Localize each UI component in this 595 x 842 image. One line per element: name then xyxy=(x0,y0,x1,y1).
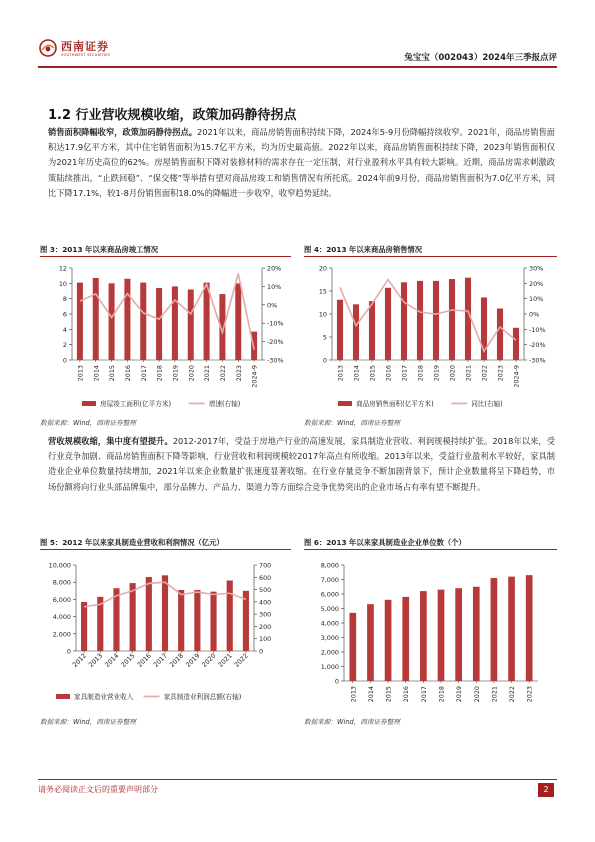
y2-tick-label: 20% xyxy=(267,264,282,273)
x-tick-label: 2023 xyxy=(525,686,534,703)
y-tick-label: 5,000 xyxy=(320,605,339,613)
x-tick-label: 2012 xyxy=(70,651,89,669)
chart-sales-area xyxy=(304,260,557,412)
y-tick-label: 6,000 xyxy=(52,595,71,604)
paragraph-industry-revenue xyxy=(48,434,555,495)
y-tick-label: 6,000 xyxy=(320,590,339,599)
bar xyxy=(130,583,136,651)
x-tick-label: 2014 xyxy=(103,651,121,669)
x-tick-label: 2015 xyxy=(368,365,377,382)
x-tick-label: 2015 xyxy=(108,365,117,382)
figure-3-source: 数据来源：Wind，西南证券整理 xyxy=(40,419,136,427)
bar xyxy=(367,604,374,681)
x-tick-label: 2013 xyxy=(336,365,345,382)
bar xyxy=(140,283,146,360)
footer-divider xyxy=(38,779,557,780)
y2-tick-label: -20% xyxy=(267,338,284,347)
bar xyxy=(194,590,200,651)
x-tick-label: 2020 xyxy=(187,365,196,382)
x-tick-label: 2016 xyxy=(402,686,411,703)
y2-tick-label: -30% xyxy=(267,356,284,365)
y2-tick-label: 0 xyxy=(259,647,264,656)
section-title: 1.2 行业营收规模收缩，政策加码静待拐点 xyxy=(48,108,297,123)
x-tick-label: 2018 xyxy=(437,686,446,703)
y-tick-label: 20 xyxy=(318,264,327,273)
y-tick-label: 10,000 xyxy=(48,561,71,570)
bar xyxy=(349,613,356,681)
y2-tick-label: -20% xyxy=(529,341,546,350)
legend-label: 商品房销售面积(亿平方米) xyxy=(356,400,434,408)
y-tick-label: 2,000 xyxy=(320,648,339,657)
x-tick-label: 2018 xyxy=(167,651,186,669)
header-divider xyxy=(38,66,557,68)
legend-label: 家具制造业营业收入 xyxy=(74,693,134,701)
x-tick-label: 2020 xyxy=(472,686,481,703)
bar xyxy=(455,588,462,681)
paragraph-lead: 营收规模收缩，集中度有望提升。 xyxy=(48,436,173,446)
page-number: 2 xyxy=(538,783,554,797)
y-tick-label: 12 xyxy=(58,264,67,273)
x-tick-label: 2016 xyxy=(123,365,132,382)
x-tick-label: 2019 xyxy=(184,651,202,669)
paragraph-body: 2012-2017年，受益于房地产行业的高速发展，家具制造业营收、利润规模持续扩张。2018年以来，受行业竞争加剧、商品房销售面积下降等影响，行业营收和利润规模较2017年高点有所收缩。2013年以来，受益行业盈利水平较好，家具制造业企业单位数量持续增加，2021年以来企业数量扩张速度显著收缩。在行业存量竞争不断加剧背景下，预计企业数量将呈下降趋势，市场份额将向行业头部品牌集中，部分品牌力、产品力、渠道力等方面综合竞争优势突出的企业市场占有率有望不断提升。 xyxy=(48,436,556,492)
x-tick-label: 2020 xyxy=(448,365,457,382)
y-tick-label: 2 xyxy=(62,341,67,350)
figure-6-rule xyxy=(304,549,557,550)
y-tick-label: 1,000 xyxy=(320,663,339,671)
y-tick-label: 0 xyxy=(66,647,71,656)
y-tick-label: 6 xyxy=(62,310,67,319)
bar xyxy=(465,278,471,360)
x-tick-label: 2018 xyxy=(155,365,164,382)
x-tick-label: 2022 xyxy=(508,686,517,703)
bar xyxy=(401,282,407,360)
x-tick-label: 2021 xyxy=(490,686,499,703)
x-tick-label: 2023 xyxy=(234,365,243,382)
bar xyxy=(497,308,503,360)
y-tick-label: 7,000 xyxy=(320,576,339,584)
x-tick-label: 2014 xyxy=(366,686,375,703)
y2-tick-label: 300 xyxy=(259,610,272,619)
x-tick-label: 2017 xyxy=(139,365,148,382)
y2-tick-label: 30% xyxy=(529,264,544,273)
x-tick-label: 2017 xyxy=(419,686,428,703)
legend-label: 家具制造业利润总额(右轴) xyxy=(163,693,242,701)
footer-disclaimer: 请务必阅读正文后的重要声明部分 xyxy=(38,785,158,794)
bar xyxy=(417,281,423,360)
figure-3-rule xyxy=(40,256,291,257)
x-tick-label: 2021 xyxy=(203,365,212,382)
y-tick-label: 15 xyxy=(318,287,327,296)
x-tick-label: 2022 xyxy=(480,365,489,382)
y2-tick-label: 0% xyxy=(529,310,540,319)
x-tick-label: 2023 xyxy=(496,365,505,382)
y-tick-label: 4 xyxy=(62,325,67,334)
logo-emblem-icon xyxy=(39,39,57,57)
bar xyxy=(235,283,241,360)
x-tick-label: 2019 xyxy=(171,365,180,382)
legend-label: 同比(右轴) xyxy=(471,400,503,408)
bar xyxy=(385,600,392,681)
figure-5-title: 图 5：2012 年以来家具制造业营收和利润情况（亿元） xyxy=(40,538,224,547)
paragraph-body: 2021年以来，商品房销售面积持续下降，2024年5-9月份降幅持续收窄。2021年，商品房销售面积达17.9亿平方米，其中住宅销售面积为15.7亿平方米，均为历史最高值。2022年以来，商品房销售面积持续下降，2023年销售面积仅为2021年历史高位的62%。房屋销售面积下降对装修材料的需求存在一定压制，对行业盈利水平具有较大影响。近期，商品房需求刺激政策陆续推出，“止跌回稳”、“保交楼”等举措有望对商品房竣工和销售情况有所托底。2024年前9月份，商品房销售面积为7.0亿平方米，同比下降17.1%，较1-8月份销售面积18.0%的降幅进一步收窄，收窄趋势延续。 xyxy=(48,127,556,198)
y-tick-label: 3,000 xyxy=(320,634,339,642)
x-tick-label: 2014 xyxy=(352,365,361,382)
x-tick-label: 2016 xyxy=(135,651,153,669)
chart-completion-area xyxy=(40,260,291,412)
x-tick-label: 2022 xyxy=(218,365,227,382)
bar xyxy=(337,300,343,360)
y-tick-label: 5 xyxy=(322,333,327,342)
figure-5-rule xyxy=(40,549,291,550)
bar xyxy=(473,587,480,681)
bar xyxy=(227,580,233,651)
x-tick-label: 2016 xyxy=(384,365,393,382)
report-title: 兔宝宝（002043）2024年三季报点评 xyxy=(404,53,557,63)
y2-tick-label: 700 xyxy=(259,561,272,570)
bar xyxy=(81,602,87,651)
logo-text: 西南证券 xyxy=(61,40,109,53)
y2-tick-label: 0% xyxy=(267,301,278,310)
figure-4-title: 图 4：2013 年以来商品房销售情况 xyxy=(304,245,423,254)
x-tick-label: 2015 xyxy=(384,686,393,703)
y2-tick-label: 10% xyxy=(529,295,544,304)
y2-tick-label: -10% xyxy=(267,319,284,328)
x-tick-label: 2015 xyxy=(119,651,137,669)
x-tick-label: 2013 xyxy=(76,365,85,382)
y-tick-label: 0 xyxy=(62,356,67,365)
y2-tick-label: 500 xyxy=(259,586,272,595)
bar xyxy=(109,283,115,360)
bar xyxy=(402,597,409,681)
legend-label: 房屋竣工面积(亿平方米) xyxy=(100,400,172,408)
bar xyxy=(124,279,130,360)
x-tick-label: 2014 xyxy=(92,365,101,382)
bar xyxy=(508,577,515,681)
x-tick-label: 2017 xyxy=(400,365,409,382)
y-tick-label: 4,000 xyxy=(320,619,339,628)
y2-tick-label: 200 xyxy=(259,622,272,631)
legend-label: 增速(右轴) xyxy=(208,400,241,408)
y-tick-label: 8,000 xyxy=(52,578,71,587)
bar xyxy=(420,591,427,681)
y-tick-label: 2,000 xyxy=(52,630,71,639)
bar xyxy=(93,278,99,360)
chart-furniture-enterprise-count xyxy=(304,553,557,708)
bar xyxy=(385,288,391,360)
bar xyxy=(491,578,498,681)
x-tick-label: 2022 xyxy=(232,651,250,669)
series-line xyxy=(80,274,254,350)
x-tick-label: 2017 xyxy=(151,651,169,669)
bar xyxy=(369,301,375,360)
figure-3-title: 图 3：2013 年以来商品房竣工情况 xyxy=(40,245,159,254)
bar xyxy=(353,304,359,360)
y-tick-label: 0 xyxy=(334,677,339,686)
bar xyxy=(210,592,216,651)
paragraph-sales-area xyxy=(48,125,555,201)
series-line xyxy=(340,280,516,352)
logo-subtext: SOUTHWEST SECURITIES xyxy=(61,53,111,57)
y2-tick-label: 600 xyxy=(259,573,272,582)
figure-6-title: 图 6：2013 年以来家具制造业企业单位数（个） xyxy=(304,538,466,547)
x-tick-label: 2024-9 xyxy=(250,365,259,388)
bar xyxy=(172,286,178,360)
bar xyxy=(162,575,168,651)
x-tick-label: 2013 xyxy=(87,651,105,669)
bar xyxy=(449,279,455,360)
bar xyxy=(156,288,162,360)
legend-swatch-bar xyxy=(82,401,96,406)
bar xyxy=(77,283,83,360)
y-tick-label: 10 xyxy=(318,310,327,319)
x-tick-label: 2020 xyxy=(200,651,218,669)
x-tick-label: 2021 xyxy=(464,365,473,382)
y-tick-label: 10 xyxy=(58,279,67,288)
bar xyxy=(438,590,445,681)
x-tick-label: 2021 xyxy=(216,651,234,669)
y-tick-label: 0 xyxy=(322,356,327,365)
y2-tick-label: 100 xyxy=(259,635,272,644)
y2-tick-label: -30% xyxy=(529,356,546,365)
figure-6-source: 数据来源：Wind，西南证券整理 xyxy=(304,718,400,726)
legend-swatch-bar xyxy=(56,694,70,699)
x-tick-label: 2013 xyxy=(349,686,358,703)
y-tick-label: 8,000 xyxy=(320,561,339,570)
legend-swatch-bar xyxy=(338,401,352,406)
x-tick-label: 2018 xyxy=(416,365,425,382)
bar xyxy=(188,289,194,360)
y-tick-label: 4,000 xyxy=(52,613,71,622)
figure-4-source: 数据来源：Wind，西南证券整理 xyxy=(304,419,400,427)
bar xyxy=(433,281,439,360)
x-tick-label: 2019 xyxy=(455,686,464,703)
bar xyxy=(513,328,519,360)
bar xyxy=(526,575,533,681)
chart-furniture-revenue-profit xyxy=(40,553,291,708)
x-tick-label: 2019 xyxy=(432,365,441,382)
figure-5-source: 数据来源：Wind，西南证券整理 xyxy=(40,718,136,726)
brand-logo xyxy=(39,37,121,63)
y-tick-label: 8 xyxy=(62,295,67,304)
bar xyxy=(243,591,249,651)
y2-tick-label: 400 xyxy=(259,598,272,607)
x-tick-label: 2024-9 xyxy=(512,365,521,388)
y2-tick-label: 20% xyxy=(529,279,544,288)
bar xyxy=(178,590,184,651)
paragraph-lead: 销售面积降幅收窄，政策加码静待拐点。 xyxy=(48,127,198,137)
bar xyxy=(146,577,152,651)
figure-4-rule xyxy=(304,256,557,257)
y2-tick-label: -10% xyxy=(529,325,546,334)
bar xyxy=(204,283,210,360)
y2-tick-label: 10% xyxy=(267,282,282,291)
